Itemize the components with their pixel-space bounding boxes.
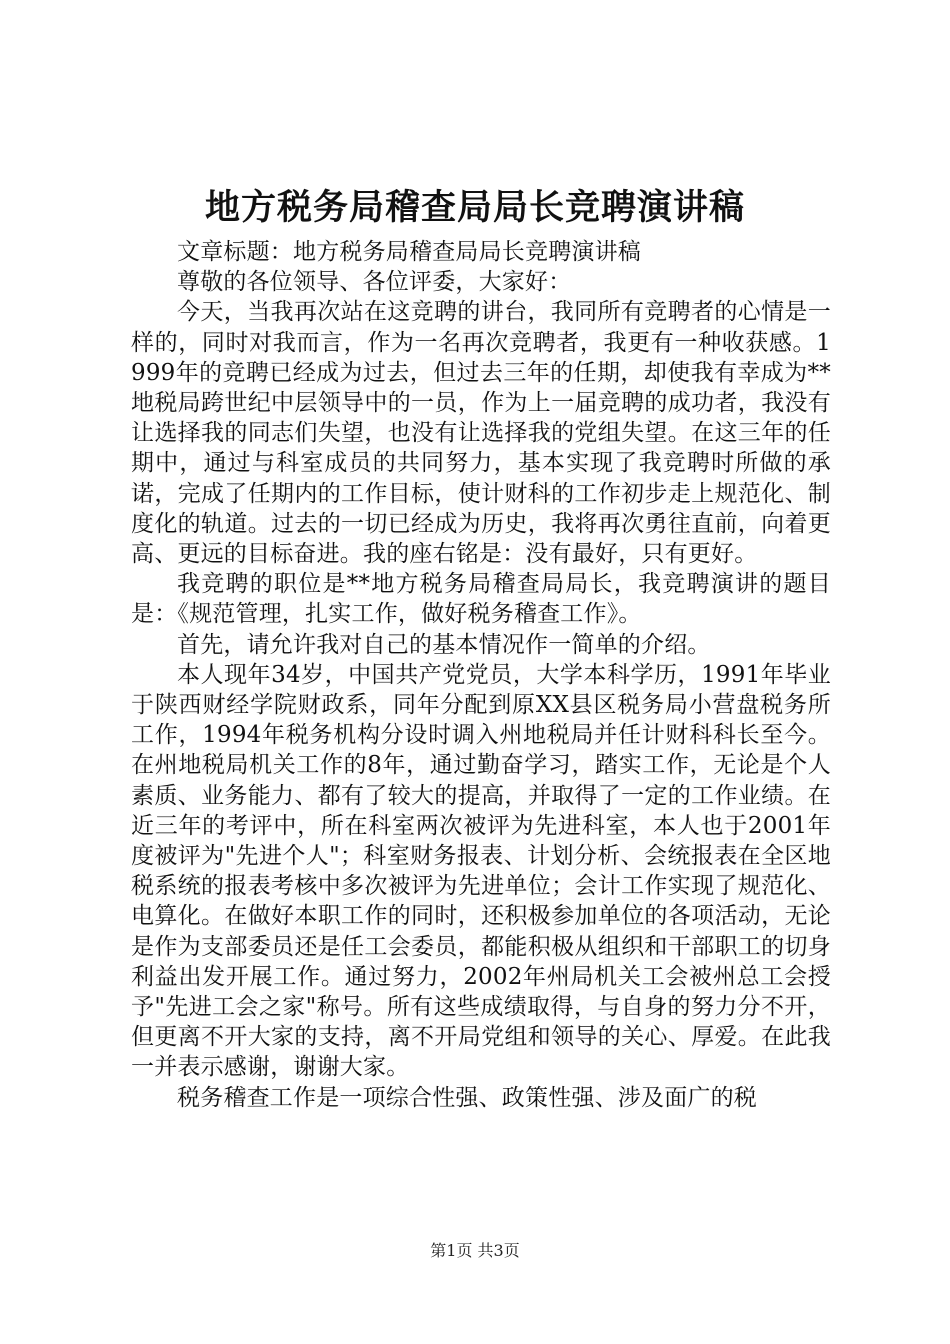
paragraph-self-intro-lead: 首先，请允许我对自己的基本情况作一简单的介绍。 bbox=[177, 631, 711, 658]
page-number-footer: 第1页 共3页 bbox=[430, 1241, 520, 1260]
document-body bbox=[131, 237, 831, 1113]
paragraph-intro: 今天，当我再次站在这竞聘的讲台，我同所有竞聘者的心情是一样的，同时对我而言，作为一名再次竞聘者，我更有一种收获感。1999年的竞聘已经成为过去，但过去三年的任期，却使我有幸成为**地税局跨世纪中层领导中的一员，作为上一届竞聘的成功者，我没有让选择我的同志们失望，也没有让选择我的党组失望。在这三年的任期中，通过与科室成员的共同努力，基本实现了我竞聘时所做的承诺，完成了任期内的工作目标，使计财科的工作初步走上规范化、制度化的轨道。过去的一切已经成为历史，我将再次勇往直前，向着更高、更远的目标奋进。我的座右铭是：没有最好，只有更好。 bbox=[131, 299, 831, 568]
document-title: 地方税务局稽查局局长竞聘演讲稿 bbox=[204, 188, 745, 228]
paragraph-position: 我竞聘的职位是**地方税务局稽查局局长，我竞聘演讲的题目是：《规范管理，扎实工作，做好税务稽查工作》。 bbox=[131, 571, 831, 628]
paragraph-background: 本人现年34岁，中国共产党党员，大学本科学历，1991年毕业于陕西财经学院财政系，同年分配到原XX县区税务局小营盘税务所工作，1994年税务机构分设时调入州地税局并任计财科科长至今。在州地税局机关工作的8年，通过勤奋学习，踏实工作，无论是个人素质、业务能力、都有了较大的提高，并取得了一定的工作业绩。在近三年的考评中，所在科室两次被评为先进科室，本人也于2001年度被评为"先进个人"；科室财务报表、计划分析、会统报表在全区地税系统的报表考核中多次被评为先进单位；会计工作实现了规范化、电算化。在做好本职工作的同时，还积极参加单位的各项活动，无论是作为支部委员还是任工会委员，都能积极从组织和干部职工的切身利益出发开展工作。通过努力，2002年州局机关工会被州总工会授予"先进工会之家"称号。所有这些成绩取得，与自身的努力分不开，但更离不开大家的支持，离不开局党组和领导的关心、厚爱。在此我一并表示感谢，谢谢大家。 bbox=[131, 661, 831, 1081]
paragraph-greeting: 尊敬的各位领导、各位评委，大家好： bbox=[177, 269, 572, 296]
paragraph-audit-work: 税务稽查工作是一项综合性强、政策性强、涉及面广的税 bbox=[177, 1084, 757, 1111]
paragraph-article-title: 文章标题：地方税务局稽查局局长竞聘演讲稿 bbox=[177, 239, 641, 265]
